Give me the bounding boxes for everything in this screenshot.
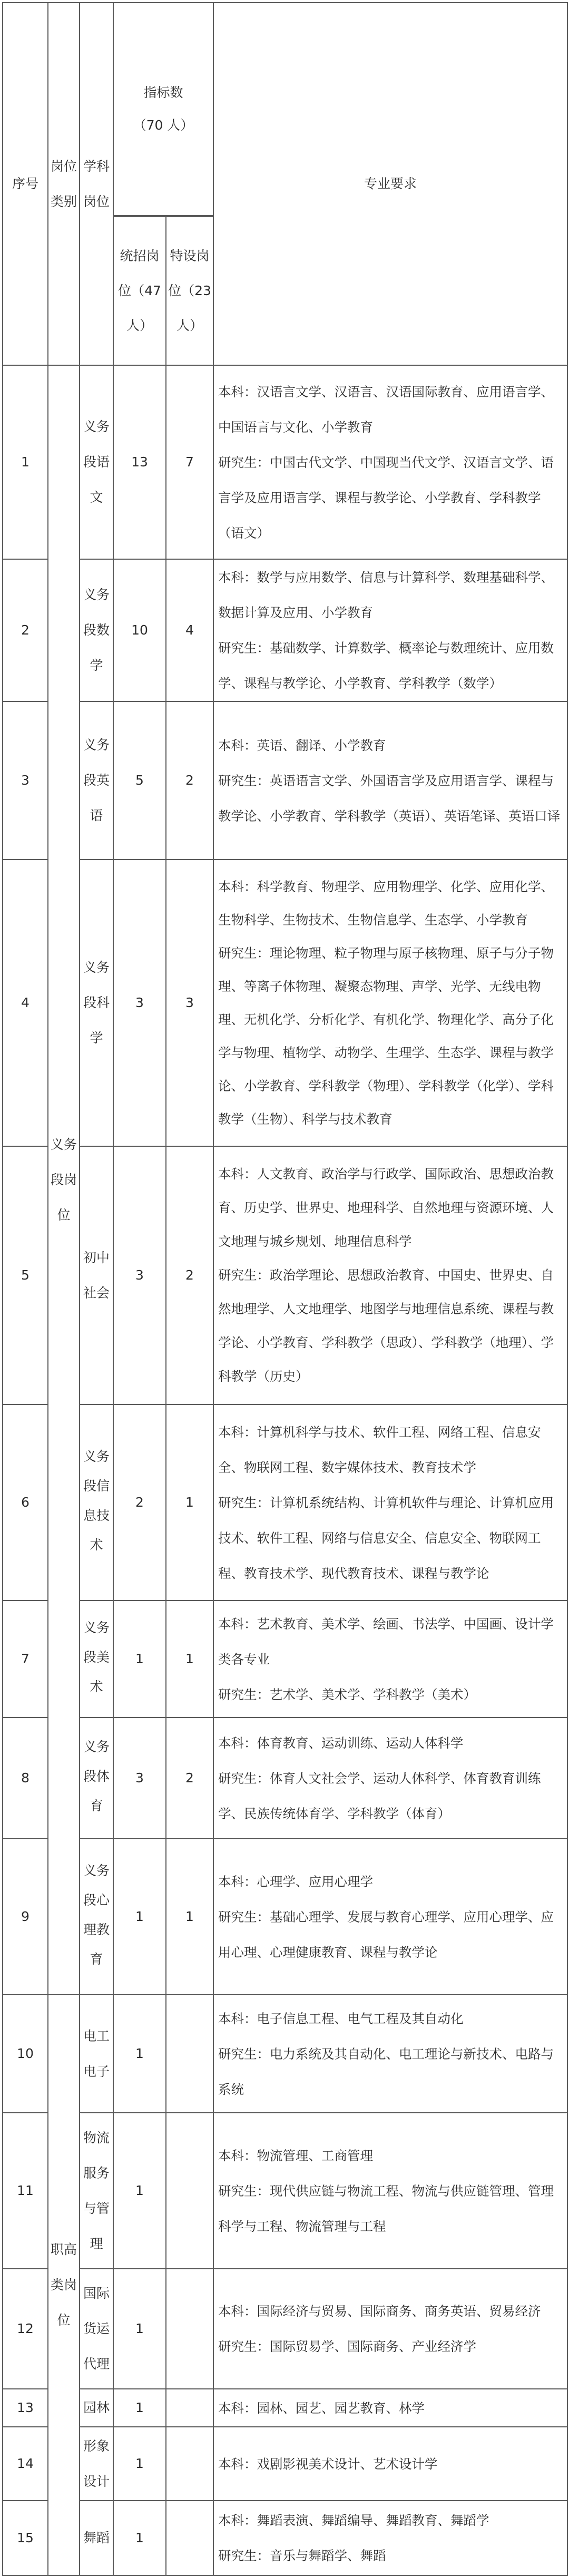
requirements-cell [213,1601,567,1718]
table-row [3,860,567,1146]
general-count: 1 [113,1839,166,1995]
seq-cell: 13 [3,2389,48,2427]
header-general: 统招岗位（47人） [113,217,166,365]
special-count [166,2501,213,2575]
requirements-cell [213,1718,567,1839]
req-line: 研究生：基础数学、计算数学、概率论与数理统计、应用数学、课程与教学论、小学教育、学科教学（数学） [218,640,554,691]
req-line: 研究生：英语语言文学、外国语言学及应用语言学、课程与教学论、小学教育、学科教学（英语）、英语笔译、英语口译 [218,773,561,824]
requirements-cell [213,2389,567,2427]
req-line: 研究生：现代供应链与物流工程、物流与供应链管理、管理科学与工程、物流管理与工程 [218,2183,554,2234]
requirements-cell [213,559,567,701]
req-line: 本科：国际经济与贸易、国际商务、商务英语、贸易经济 [218,2304,541,2319]
recruitment-quota-table [2,2,568,2576]
subject-cell: 国际货运代理 [80,2269,113,2389]
special-count [166,1995,213,2113]
table-row [3,1404,567,1601]
general-count: 5 [113,701,166,860]
seq-cell: 3 [3,701,48,860]
subject-cell: 义务段信息技术 [80,1404,113,1601]
header-quota-total: （70 人） [133,118,194,133]
table-row [3,2113,567,2269]
special-count: 3 [166,860,213,1146]
seq-cell: 12 [3,2269,48,2389]
special-count [166,2269,213,2389]
special-count: 1 [166,1404,213,1601]
seq-cell: 6 [3,1404,48,1601]
seq-cell: 11 [3,2113,48,2269]
table-row [3,1839,567,1995]
req-line: 本科：体育教育、运动训练、运动人体科学 [218,1735,464,1751]
general-count: 1 [113,2501,166,2575]
general-count: 3 [113,860,166,1146]
requirements-cell [213,1146,567,1404]
req-line: 本科：艺术教育、美术学、绘画、书法学、中国画、设计学类各专业 [218,1616,554,1667]
requirements-cell [213,2113,567,2269]
req-line: 本科：园林、园艺、园艺教育、林学 [218,2400,425,2416]
req-line: 本科：舞蹈表演、舞蹈编导、舞蹈教育、舞蹈学 [218,2513,489,2528]
general-count: 1 [113,1995,166,2113]
general-count: 1 [113,1601,166,1718]
seq-cell: 9 [3,1839,48,1995]
subject-cell: 形象设计 [80,2427,113,2501]
subject-cell: 义务段科学 [80,860,113,1146]
table-row [3,1146,567,1404]
requirements-cell [213,2501,567,2575]
general-count: 2 [113,1404,166,1601]
req-line: 本科：汉语言文学、汉语言、汉语国际教育、应用语言学、中国语言与文化、小学教育 [218,384,554,435]
seq-cell: 10 [3,1995,48,2113]
requirements-cell [213,2427,567,2501]
req-line: 本科：计算机科学与技术、软件工程、网络工程、信息安全、物联网工程、数字媒体技术、教育技术学 [218,1424,541,1475]
category-cell: 职高类岗位 [48,1995,80,2575]
special-count: 4 [166,559,213,701]
req-line: 研究生：中国古代文学、中国现当代文学、汉语言文学、语言学及应用语言学、课程与教学论、小学教育、学科教学（语文） [218,454,554,541]
header-quota [113,3,213,216]
header-seq: 序号 [3,3,48,365]
general-count: 1 [113,2427,166,2501]
category-cell: 义务段岗位 [48,365,80,1995]
req-line: 本科：物流管理、工商管理 [218,2148,374,2163]
header-category: 岗位类别 [48,3,80,365]
general-count: 10 [113,559,166,701]
req-line: 研究生：音乐与舞蹈学、舞蹈 [218,2548,386,2563]
header-quota-title: 指标数 [143,85,183,100]
req-line: 研究生：国际贸易学、国际商务、产业经济学 [218,2339,477,2354]
req-line: 本科：戏剧影视美术设计、艺术设计学 [218,2456,438,2472]
general-count: 13 [113,365,166,559]
req-line: 本科：数学与应用数学、信息与计算科学、数理基础科学、数据计算及应用、小学教育 [218,570,554,620]
table-row [3,2389,567,2427]
subject-cell: 初中社会 [80,1146,113,1404]
req-line: 研究生：体育人文社会学、运动人体科学、体育教育训练学、民族传统体育学、学科教学（体育） [218,1770,541,1821]
seq-cell: 7 [3,1601,48,1718]
seq-cell: 2 [3,559,48,701]
general-count: 1 [113,2113,166,2269]
table-row [3,2501,567,2575]
seq-cell: 15 [3,2501,48,2575]
seq-cell: 5 [3,1146,48,1404]
req-line: 研究生：理论物理、粒子物理与原子核物理、原子与分子物理、等离子体物理、凝聚态物理、声学、光学、无线电物理、无机化学、分析化学、有机化学、物理化学、高分子化学与物理、植物学、动物学、生理学、生态学、课程与教学论、小学教育、学科教学（物理）、学科教学（化学）、学科教学（生物）、科学与技术教育 [218,945,554,1127]
special-count: 7 [166,365,213,559]
seq-cell: 14 [3,2427,48,2501]
subject-cell: 义务段心理教育 [80,1839,113,1995]
subject-cell: 舞蹈 [80,2501,113,2575]
table-row [3,2269,567,2389]
req-line: 研究生：基础心理学、发展与教育心理学、应用心理学、应用心理、心理健康教育、课程与教学论 [218,1909,554,1960]
table-row [3,365,567,559]
special-count: 2 [166,701,213,860]
table-row [3,1718,567,1839]
header-row [3,3,567,216]
requirements-cell [213,701,567,860]
table-row [3,559,567,701]
special-count: 1 [166,1601,213,1718]
requirements-cell [213,1404,567,1601]
requirements-cell [213,860,567,1146]
requirements-cell [213,2269,567,2389]
req-line: 本科：英语、翻译、小学教育 [218,737,386,753]
requirements-cell [213,1839,567,1995]
general-count: 1 [113,2269,166,2389]
header-subject: 学科岗位 [80,3,113,365]
header-requirements: 专业要求 [213,3,567,365]
subject-cell: 义务段数学 [80,559,113,701]
general-count: 1 [113,2389,166,2427]
special-count: 2 [166,1718,213,1839]
requirements-cell [213,365,567,559]
subject-cell: 义务段体育 [80,1718,113,1839]
special-count [166,2427,213,2501]
table-row [3,701,567,860]
req-line: 研究生：政治学理论、思想政治教育、中国史、世界史、自然地理学、人文地理学、地图学与地理信息系统、课程与教学论、小学教育、学科教学（思政）、学科教学（地理）、学科教学（历史） [218,1267,554,1384]
req-line: 本科：科学教育、物理学、应用物理学、化学、应用化学、生物科学、生物技术、生物信息学、生态学、小学教育 [218,879,554,928]
subject-cell: 义务段美术 [80,1601,113,1718]
special-count [166,2389,213,2427]
table-row [3,1601,567,1718]
req-line: 本科：电子信息工程、电气工程及其自动化 [218,2011,464,2026]
req-line: 研究生：计算机系统结构、计算机软件与理论、计算机应用技术、软件工程、网络与信息安全、信息安全、物联网工程、教育技术学、现代教育技术、课程与教学论 [218,1495,554,1581]
subject-cell: 义务段英语 [80,701,113,860]
subject-cell: 物流服务与管理 [80,2113,113,2269]
general-count: 3 [113,1718,166,1839]
seq-cell: 8 [3,1718,48,1839]
header-special: 特设岗位（23人） [166,217,213,365]
seq-cell: 1 [3,365,48,559]
table-row [3,2427,567,2501]
special-count: 2 [166,1146,213,1404]
requirements-cell [213,1995,567,2113]
general-count: 3 [113,1146,166,1404]
req-line: 本科：人文教育、政治学与行政学、国际政治、思想政治教育、历史学、世界史、地理科学、自然地理与资源环境、人文地理与城乡规划、地理信息科学 [218,1166,554,1249]
seq-cell: 4 [3,860,48,1146]
special-count: 1 [166,1839,213,1995]
table-row [3,1995,567,2113]
req-line: 研究生：艺术学、美术学、学科教学（美术） [218,1686,477,1702]
special-count [166,2113,213,2269]
req-line: 研究生：电力系统及其自动化、电工理论与新技术、电路与系统 [218,2046,554,2097]
subject-cell: 电工电子 [80,1995,113,2113]
subject-cell: 义务段语文 [80,365,113,559]
subject-cell: 园林 [80,2389,113,2427]
req-line: 本科：心理学、应用心理学 [218,1874,374,1889]
